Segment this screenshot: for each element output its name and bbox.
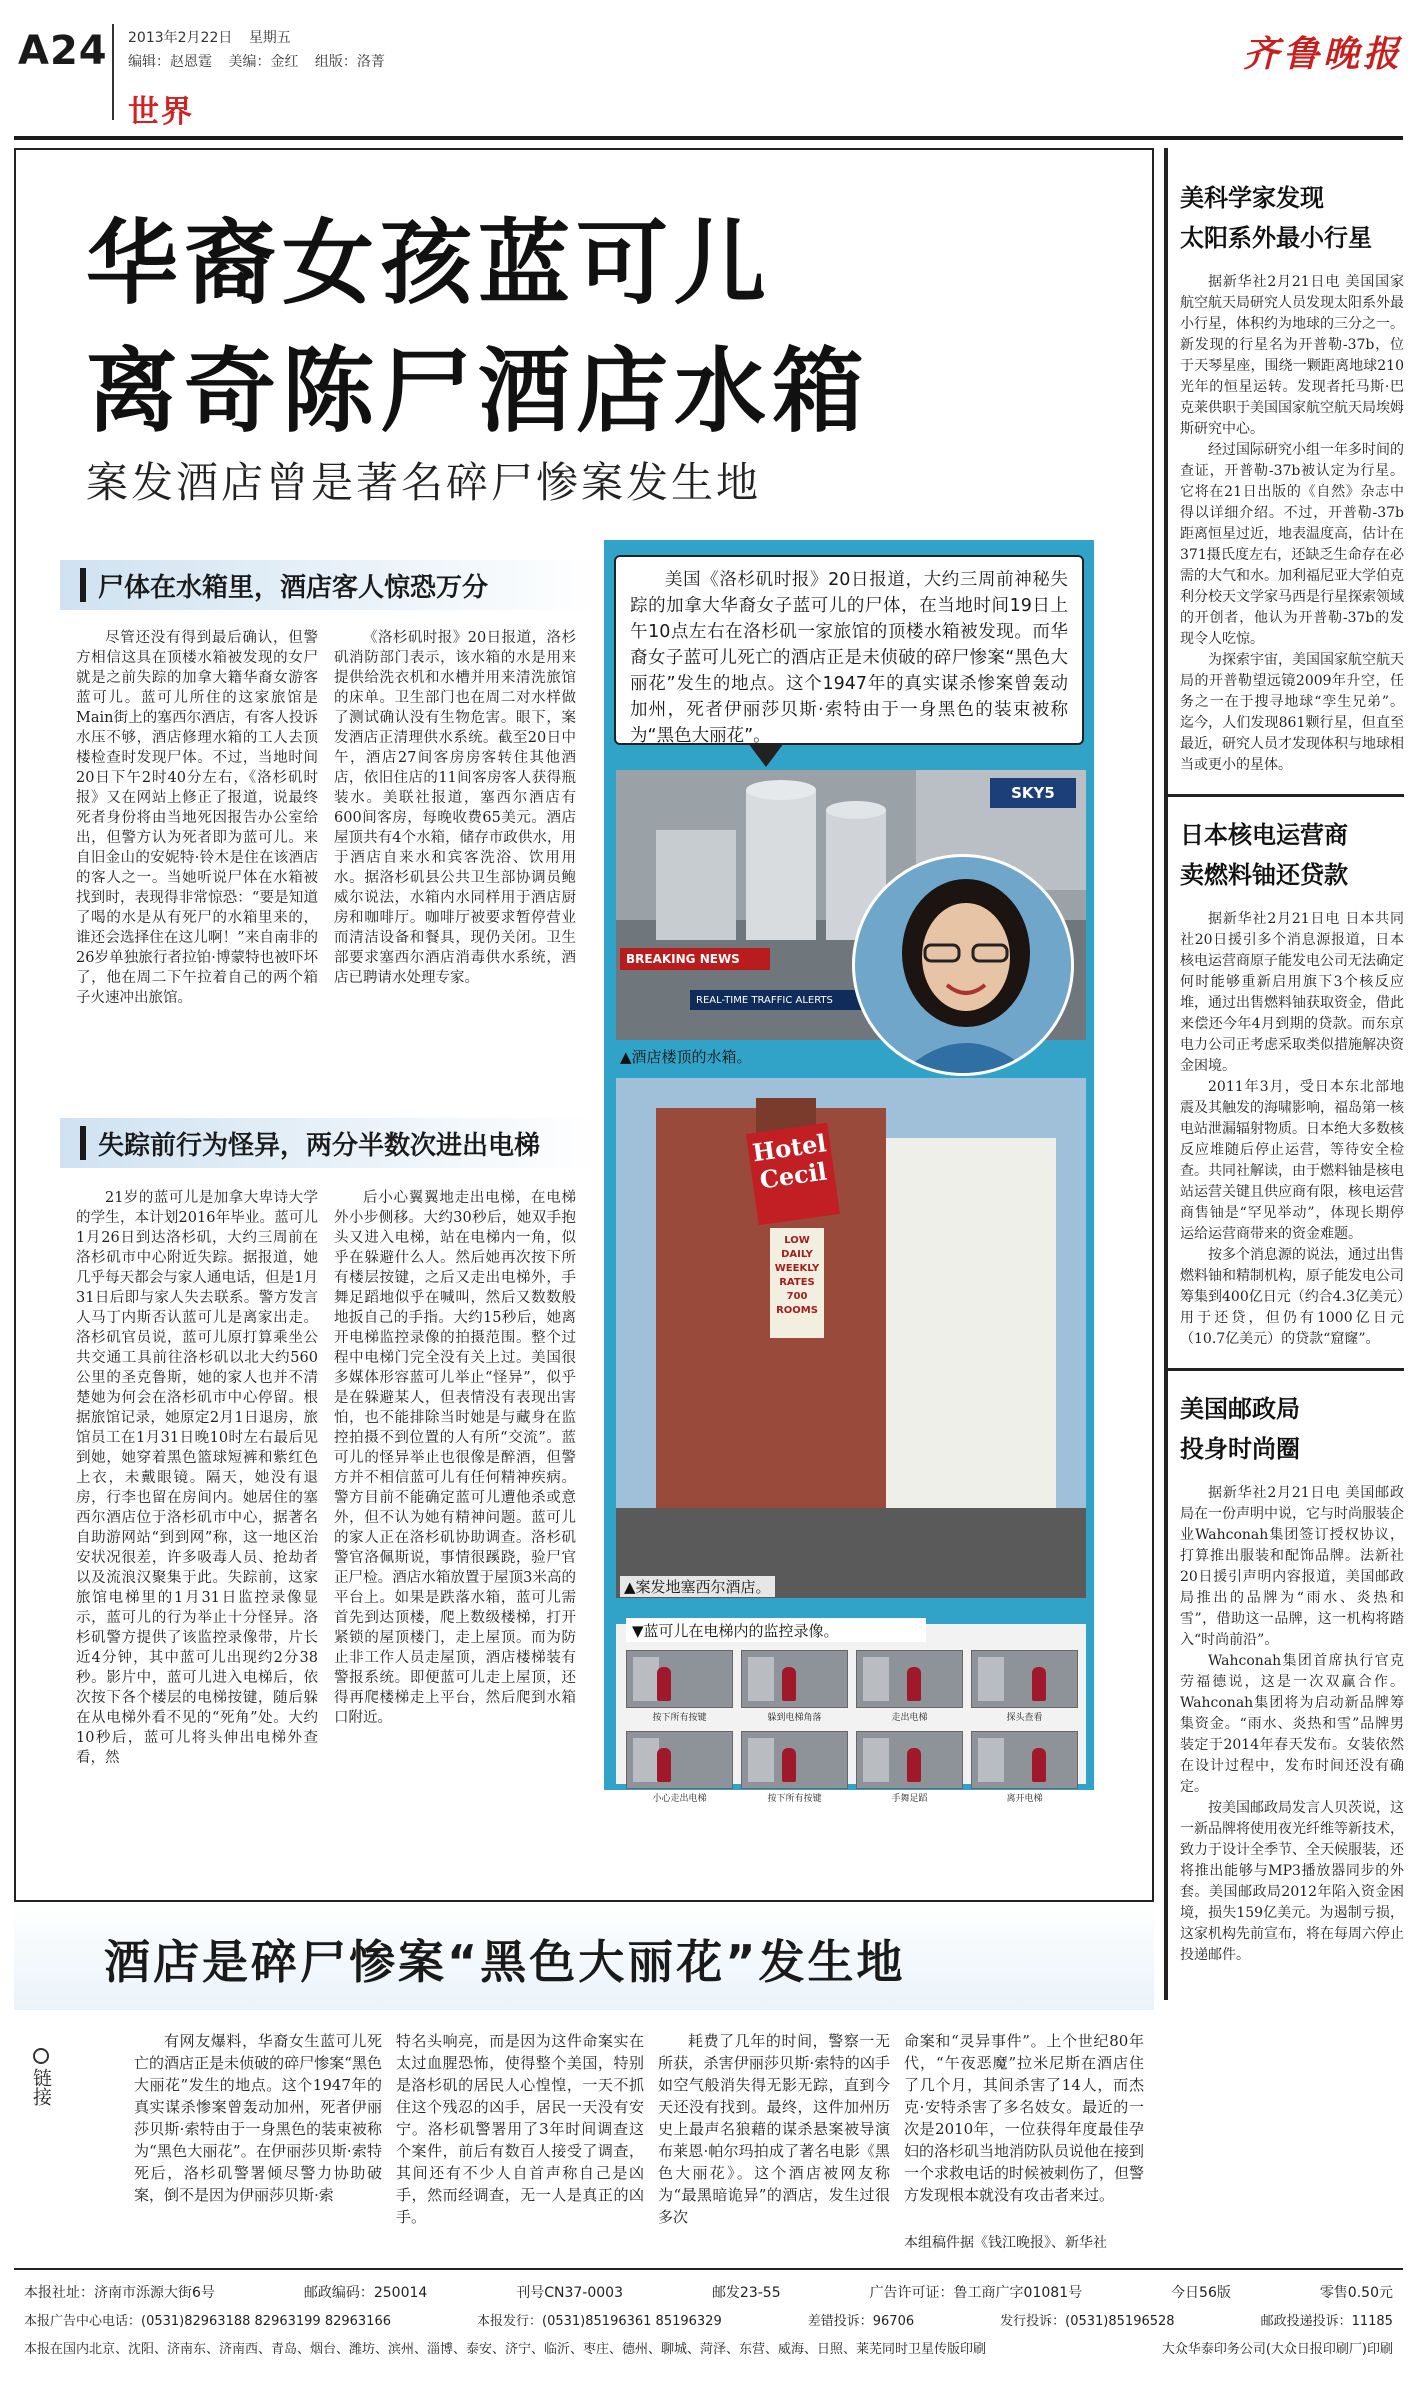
news-sidebar <box>1164 148 1404 2000</box>
article-paragraph: 21岁的蓝可儿是加拿大卑诗大学的学生，本计划2016年毕业。蓝可儿1月26日到达洛杉矶，大约三周前在洛杉矶市中心附近失踪。据报道，她几乎每天都会与家人通电话，但是1月31日后即与家人失去联系。警方发言人马丁内斯否认蓝可儿是离家出走。洛杉矶官员说，蓝可儿原打算乘坐公共交通工具前往洛杉矶以北大约560公里的圣克鲁斯，她的家人也并不清楚她为何会在洛杉矶市中心停留。根据旅馆记录，她原定2月1日退房，旅馆员工在1月31日晚10时左右最后见到她，她穿着黑色篮球短裤和紫红色上衣，未戴眼镜。隔天，她没有退房，行李也留在房间内。她居住的塞西尔酒店位于洛杉矶市中心，据著名自助游网站“到到网”称，这一地区治安状况很差，许多吸毒人员、抢劫者以及流浪汉聚集于此。失踪前，这家旅馆电梯里的1月31日监控录像显示，蓝可儿的行为举止十分怪异。洛杉矶警方提供了该监控录像带，片长近4分钟，其中蓝可儿出现约2分38秒。影片中，蓝可儿进入电梯后，依次按下各个楼层的电梯按键，随后躲在从电梯外看不见的“死角”处。大约10秒后，蓝可儿将头伸出电梯外查看，然 <box>76 1190 318 1766</box>
cctv-frame-label: 躲到电梯角落 <box>767 1713 822 1723</box>
cctv-frame-image <box>626 1731 733 1789</box>
cctv-frame-label: 按下所有按键 <box>652 1713 707 1723</box>
article-paragraph: 特名头响亮，而是因为这件命案实在太过血腥恐怖，使得整个美国，特别是洛杉矶的居民人心惶惶，一天不抓住这个残忍的凶手，居民一天没有安宁。洛杉矶警署用了3年时间调查这个案件，前后有数百人接受了调查，其间还有不少人自首声称自己是凶手，然而经调查，无一人是真正的凶手。 <box>396 2032 644 2226</box>
article-paragraph: 后小心翼翼地走出电梯，在电梯外小步侧移。大约30秒后，她双手抱头又进入电梯，站在电梯内一角，似乎在躲避什么人。然后她再次按下所有楼层按键，之后又走出电梯外，手舞足蹈地似乎在喊叫，然后又数数般地扳自己的手指。大约15秒后，她离开电梯监控录像的拍摄范围。整个过程中电梯门完全没有关上过。美国很多媒体形容蓝可儿举止“怪异”，似乎是在躲避某人，但表情没有表现出害怕，也不能排除当时她是与藏身在监控拍摄不到位置的人有所“交流”。蓝可儿的怪异举止也很像是醉酒，但警方并不相信蓝可儿有任何精神疾病。警方目前不能确定蓝可儿遭他杀或意外，但不认为她有精神问题。蓝可儿的家人正在洛杉矶协助调查。洛杉矶警官洛佩斯说，事情很蹊跷，验尸官正尸检。酒店水箱放置于屋顶3米高的平台上。如果是跌落水箱，蓝可儿需首先到达顶楼，爬上数级楼梯，打开紧锁的屋顶楼门，走上屋顶。而为防止非工作人员走屋顶，酒店楼梯装有警报系统。即便蓝可儿走上屋顶，还得再爬楼梯走上平台，然后爬到水箱口附近。 <box>334 1190 576 1726</box>
newspaper-logo: 齐鲁晚报 <box>1242 33 1403 75</box>
sidebar-headline-3a: 美国邮政局 <box>1180 1395 1300 1423</box>
main-subhead: 案发酒店曾是著名碎尸惨案发生地 <box>86 458 762 507</box>
elevator-door <box>863 1738 889 1782</box>
article-column-2b <box>334 1188 576 1878</box>
elevator-door <box>748 1657 774 1701</box>
cctv-frame <box>626 1731 733 1804</box>
victim-portrait <box>852 854 1074 1076</box>
hotel-cecil-photo <box>616 1078 1086 1598</box>
elevator-door <box>633 1657 659 1701</box>
tv-traffic-ticker: REAL-TIME TRAFFIC ALERTS <box>690 990 890 1010</box>
bottom-column-3 <box>658 2030 890 2250</box>
sidebar-body-1 <box>1180 272 1404 776</box>
footer-ad-phone: 本报广告中心电话：(0531)82963188 82963199 82963166 <box>24 2314 391 2329</box>
figure-silhouette <box>782 1748 796 1782</box>
footer-dist-phone: 本报发行：(0531)85196361 85196329 <box>477 2314 722 2329</box>
article-paragraph: 命案和“灵异事件”。上个世纪80年代，“午夜恶魔”拉米尼斯在酒店住了几个月，其间杀害了14人，而杰克·安特杀害了多名妓女。最近的一次是2010年，一位获得年度最佳孕妇的洛杉矶当地消防队员说他在接到一个求救电话的时候被刺伤了，但警方发现根本就没有攻击者来过。 <box>904 2032 1144 2204</box>
figure-silhouette <box>907 1748 921 1782</box>
figure-silhouette <box>907 1667 921 1701</box>
figure-silhouette <box>657 1667 671 1701</box>
footer-dispute: 差错投诉：96706 <box>807 2314 915 2329</box>
section-name: 世界 <box>128 94 194 130</box>
bottom-column-2 <box>396 2030 644 2250</box>
figure-silhouette <box>1032 1748 1046 1782</box>
sidebar-paragraph: 据新华社2月21日电 美国邮政局在一份声明中说，它与时尚服装企业Wahconah集团签订授权协议，打算推出服装和配饰品牌。法新社20日援引声明内容报道，美国邮政局推出的品牌为“雨水、炎热和雪”，借助这一品牌，这一机构将踏入“时尚前沿”。 <box>1180 1485 1404 1648</box>
cctv-frame <box>971 1731 1078 1804</box>
footer-dist-complaint: 发行投诉：(0531)85196528 <box>1000 2314 1175 2329</box>
tv-breaking-news: BREAKING NEWS <box>620 948 770 970</box>
footer-issn: 刊号CN37-0003 <box>516 2285 623 2301</box>
bottom-headline: 酒店是碎尸惨案“黑色大丽花”发生地 <box>104 1935 906 1989</box>
hotel-neon-sign: Hotel Cecil <box>746 1123 840 1226</box>
cctv-frame-image <box>971 1731 1078 1789</box>
footer-pages: 今日56版 <box>1171 2285 1231 2301</box>
section-title-2 <box>60 1118 600 1168</box>
cctv-frame <box>741 1731 848 1804</box>
link-tag-text: 链接 <box>30 2068 52 2106</box>
article-column-1a <box>76 628 318 1106</box>
portrait-illustration <box>855 857 1074 1076</box>
sidebar-story-3 <box>1180 1389 1404 1966</box>
issue-weekday: 星期五 <box>248 30 291 46</box>
figure-silhouette <box>782 1667 796 1701</box>
issue-date: 2013年2月22日 <box>128 30 233 46</box>
cctv-frame-image <box>741 1650 848 1708</box>
art-credit: 美编：金红 <box>228 54 299 70</box>
section-title-2-text: 失踪前行为怪异，两分半数次进出电梯 <box>98 1130 541 1161</box>
cctv-frame <box>856 1650 963 1723</box>
figure-silhouette <box>657 1748 671 1782</box>
elevator-door <box>863 1657 889 1701</box>
footer-printer: 大众华泰印务公司(大众日报印刷厂)印刷 <box>1161 2342 1393 2357</box>
cctv-frame <box>971 1650 1078 1723</box>
cctv-frame-image <box>856 1731 963 1789</box>
cctv-frame-image <box>856 1650 963 1708</box>
callout-text: 美国《洛杉矶时报》20日报道，大约三周前神秘失踪的加拿大华裔女子蓝可儿的尸体，在当地时间19日上午10点左右在洛杉矶一家旅馆的顶楼水箱被发现。而华裔女子蓝可儿死亡的酒店正是未侦破的碎尸惨案“黑色大丽花”发生的地点。这个1947年的真实谋杀惨案曾轰动加州，死者伊丽莎贝斯·索特由于一身黑色的装束被称为“黑色大丽花”。 <box>630 570 1068 746</box>
footer-rule <box>14 2268 1403 2270</box>
cctv-frame-image <box>971 1650 1078 1708</box>
article-column-2a <box>76 1188 318 1878</box>
sidebar-paragraph: 据新华社2月21日电 美国国家航空航天局研究人员发现太阳系外最小行星，体积约为地球的三分之一。新发现的行星名为开普勒-37b，位于天琴星座，围绕一颗距离地球210光年的恒星运转。发现者托马斯·巴克莱供职于美国国家航空航天局埃姆斯研究中心。 <box>1180 274 1404 437</box>
masthead-meta <box>128 26 397 74</box>
cctv-frame-label: 小心走出电梯 <box>652 1794 707 1804</box>
footer-line-1 <box>24 2282 1393 2302</box>
cctv-frame-label: 手舞足蹈 <box>891 1794 928 1804</box>
cctv-frame <box>741 1650 848 1723</box>
hotel-rates-sign: LOW DAILY WEEKLY RATES 700 ROOMS <box>770 1228 824 1338</box>
sidebar-paragraph: 按美国邮政局发言人贝茨说，这一新品牌将使用夜光纤维等新技术，致力于设计全季节、全天候服装，还将推出能够与MP3播放器同步的外套。美国邮政局2012年陷入资金困境，损失159亿美元。为遏制亏损，这家机构先前宣布，将在每周六停止投递邮件。 <box>1180 1800 1404 1963</box>
tv-station-logo: SKY5 <box>990 778 1076 808</box>
sidebar-paragraph: 为探索宇宙，美国国家航空航天局的开普勒望远镜2009年升空，任务之一在于搜寻地球“孪生兄弟”。迄今，人们发现861颗行星，但直至最近，研究人员才发现体积与地球相当或更小的星体。 <box>1180 652 1404 773</box>
caption-tanks: ▲酒店楼顶的水箱。 <box>620 1048 752 1066</box>
footer-line-2 <box>24 2310 1393 2329</box>
cctv-frame <box>626 1650 733 1723</box>
source-credit: 本组稿件据《钱江晚报》、新华社 <box>904 2235 1107 2251</box>
sidebar-headline-1b: 太阳系外最小行星 <box>1180 224 1372 252</box>
main-headline-line2: 离奇陈尸酒店水箱 <box>86 338 871 445</box>
sidebar-story-1 <box>1180 178 1404 776</box>
section-marker <box>80 1126 86 1160</box>
sidebar-body-2 <box>1180 909 1404 1350</box>
sidebar-paragraph: 经过国际研究小组一年多时间的查证，开普勒-37b被认定为行星。它将在21日出版的《自然》杂志中得以详细介绍。不过，开普勒-37b距离恒星过近，地表温度高，估计在371摄氏度左右，还缺乏生命存在必需的大气和水。加利福尼亚大学伯克利分校天文学家马西是行星探索领域的开创者，他认为开普勒-37b的发现令人吃惊。 <box>1180 442 1404 647</box>
cctv-frame-grid <box>626 1650 1078 1804</box>
elevator-door <box>633 1738 659 1782</box>
footer-line-3 <box>24 2338 1393 2357</box>
sidebar-paragraph: 据新华社2月21日电 日本共同社20日援引多个消息源报道，日本核电运营商原子能发电公司无法确定何时能够重新启用旗下3个核反应堆，通过出售燃料铀获取资金，借此来偿还今年4月到期的贷款。而东京电力公司正考虑采取类似措施解决资金困境。 <box>1180 911 1404 1074</box>
elevator-door <box>978 1657 1004 1701</box>
callout-tail <box>748 743 784 767</box>
bottom-column-1 <box>134 2030 382 2250</box>
footer-mail-code: 邮发23-55 <box>711 2285 781 2301</box>
footer-ad-license: 广告许可证：鲁工商广字01081号 <box>869 2285 1083 2301</box>
cctv-frame-image <box>626 1650 733 1708</box>
cctv-frame-label: 走出电梯 <box>891 1713 928 1723</box>
footer-postcode: 邮政编码：250014 <box>303 2285 428 2301</box>
footer-post-complaint: 邮政投递投诉：11185 <box>1260 2314 1393 2329</box>
masthead-divider <box>112 24 114 120</box>
sidebar-headline-2a: 日本核电运营商 <box>1180 821 1348 849</box>
link-ring-icon <box>33 2048 49 2064</box>
cctv-frame <box>856 1731 963 1804</box>
footer-address: 本报社址：济南市泺源大街6号 <box>24 2285 215 2301</box>
hotel-illustration <box>616 1078 1086 1598</box>
sidebar-paragraph: 按多个消息源的说法，通过出售燃料铀和精制机构，原子能发电公司筹集到400亿日元（约合4.3亿美元）用于还贷，但仍有1000亿日元（10.7亿美元）的贷款“窟窿”。 <box>1180 1247 1404 1347</box>
sidebar-story-2 <box>1180 815 1404 1350</box>
footer-print-cities: 本报在国内北京、沈阳、济南东、济南西、青岛、烟台、潍坊、滨州、淄博、泰安、济宁、临沂、枣庄、德州、聊城、菏泽、东营、威海、日照、莱芜同时卫星传版印刷 <box>24 2342 987 2357</box>
elevator-door <box>748 1738 774 1782</box>
section-title-1-text: 尸体在水箱里，酒店客人惊恐万分 <box>98 572 489 603</box>
caption-cctv: ▼蓝可儿在电梯内的监控录像。 <box>626 1618 926 1642</box>
caption-hotel: ▲案发地塞西尔酒店。 <box>620 1576 775 1597</box>
link-tag <box>26 2048 56 2113</box>
bottom-column-4 <box>904 2030 1144 2230</box>
figure-silhouette <box>1032 1667 1046 1701</box>
cctv-frame-image <box>741 1731 848 1789</box>
cctv-frame-label: 按下所有按键 <box>767 1794 822 1804</box>
sidebar-body-3 <box>1180 1483 1404 1966</box>
page-number: A24 <box>18 28 108 74</box>
cctv-frame-label: 探头查看 <box>1006 1713 1043 1723</box>
main-headline-line1: 华裔女孩蓝可儿 <box>86 210 773 317</box>
sidebar-paragraph: Wahconah集团首席执行官克劳福德说，这是一次双赢合作。Wahconah集团将为启动新品牌筹集资金。“雨水、炎热和雪”品牌男装定于2014年春天发布。女装依然在设计过程中，发布时间还没有确定。 <box>1180 1653 1404 1795</box>
sidebar-paragraph: 2011年3月，受日本东北部地震及其触发的海啸影响，福岛第一核电站泄漏辐射物质。日本绝大多数核反应堆随后停止运营，等待安全检查。共同社解读，由于燃料铀是核电站运营关键且供应商有限，核电运营商售铀是“罕见举动”，体现长期停运给运营商带来的资金难题。 <box>1180 1079 1404 1242</box>
article-column-1b <box>334 628 576 1106</box>
section-title-1 <box>60 560 600 610</box>
sidebar-divider <box>1168 794 1404 797</box>
layout-credit: 组版：洛菁 <box>314 54 385 70</box>
article-paragraph: 有网友爆料，华裔女生蓝可儿死亡的酒店正是未侦破的碎尸惨案“黑色大丽花”发生的地点。这个1947年的真实谋杀惨案曾轰动加州，死者伊丽莎贝斯·索特由于一身黑色的装束被称为“黑色大丽花”。在伊丽莎贝斯·索特死后，洛杉矶警署倾尽警力协助破案，倒不是因为伊丽莎贝斯·索 <box>134 2032 382 2204</box>
sidebar-headline-2b: 卖燃料铀还贷款 <box>1180 861 1348 889</box>
elevator-door <box>978 1738 1004 1782</box>
editor-credit: 编辑：赵恩霆 <box>128 54 212 70</box>
section-marker <box>80 568 86 602</box>
footer-price: 零售0.50元 <box>1319 2285 1393 2301</box>
article-paragraph: 尽管还没有得到最后确认，但警方相信这具在顶楼水箱被发现的女尸就是之前失踪的加拿大籍华裔女游客蓝可儿。蓝可儿所住的这家旅馆是Main街上的塞西尔酒店，有客人投诉水压不够，酒店修理水箱的工人去顶楼检查时发现尸体。不过，当地时间20日下午2时40分左右，《洛杉矶时报》又在网站上修正了报道，说最终死者身份将由当地死因报告办公室给出，但警方认为死者即为蓝可儿。来自旧金山的安妮特·铃木是住在该酒店的客人之一。当她听说尸体在水箱被找到时，表现得非常惊恐：“要是知道了喝的水是从有死尸的水箱里来的，谁还会选择住在这儿啊！”来自南非的26岁单独旅行者拉铂·博蒙特也被吓坏了，他在周二下午拉着自己的两个箱子火速冲出旅馆。 <box>76 630 318 1006</box>
masthead-rule <box>14 136 1403 140</box>
photo-callout <box>614 555 1084 745</box>
sidebar-headline-3b: 投身时尚圈 <box>1180 1435 1300 1463</box>
article-paragraph: 《洛杉矶时报》20日报道，洛杉矶消防部门表示，该水箱的水是用来提供给洗衣机和水槽并用来清洗旅馆的床单。卫生部门也在周二对水样做了测试确认没有生物危害。眼下，案发酒店正清理供水系统。截至20日中午，酒店27间客房房客转住其他酒店，依旧住店的11间客房客人获得瓶装水。美联社报道，塞西尔酒店有600间客房，每晚收费65美元。酒店屋顶共有4个水箱，储存市政供水，用于酒店自来水和宾客洗浴、饮用用水。据洛杉矶县公共卫生部协调员鲍威尔说法，水箱内水同样用于酒店厨房和咖啡厅。咖啡厅被要求暂停营业而清洁设备和餐具，现仍关闭。卫生部要求塞西尔酒店消毒供水系统，酒店已聘请水处理专家。 <box>334 630 576 986</box>
sidebar-headline-1a: 美科学家发现 <box>1180 184 1324 212</box>
cctv-frame-label: 离开电梯 <box>1006 1794 1043 1804</box>
sidebar-divider <box>1168 1368 1404 1371</box>
article-paragraph: 耗费了几年的时间，警察一无所获，杀害伊丽莎贝斯·索特的凶手如空气般消失得无影无踪，直到今天还没有找到。最终，这件加州历史上最声名狼藉的谋杀悬案被导演布莱恩·帕尔玛拍成了著名电影《黑色大丽花》。这个酒店被网友称为“最黑暗诡异”的酒店，发生过很多次 <box>658 2032 890 2226</box>
